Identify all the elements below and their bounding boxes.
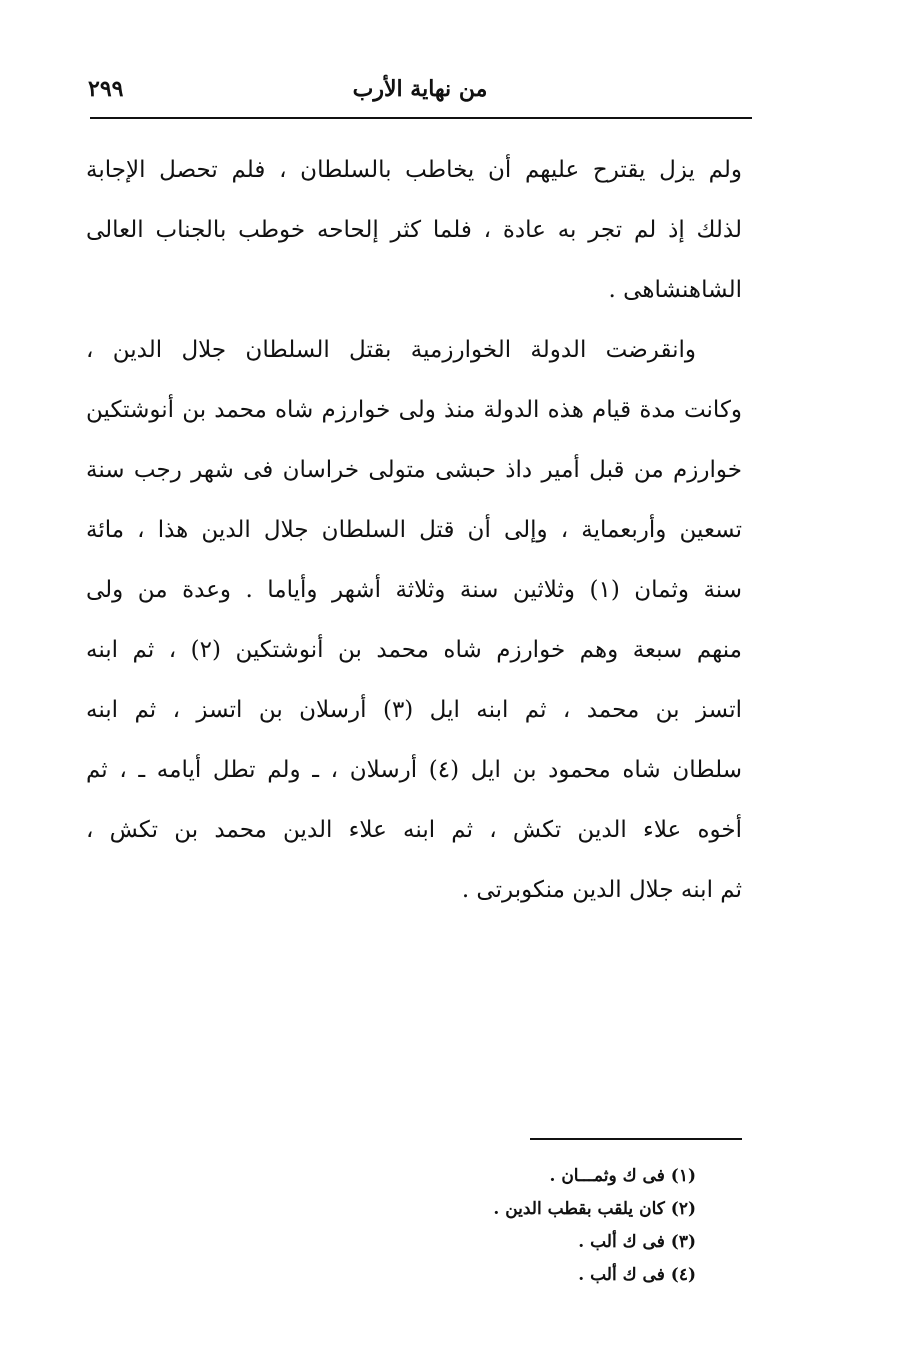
footnote: (٣) فى ك ألب . [578,1232,696,1252]
text-line: منهم سبعة وهم خوارزم شاه محمد بن أنوشتكين (٢) ، ثم ابنه [86,637,742,663]
text-line: ثم ابنه جلال الدين منكوبرتى . [461,877,742,903]
text-line: خوارزم من قبل أمير داذ حبشى متولى خراسان فى شهر رجب سنة [86,457,742,483]
footnote: (١) فى ك وثمـــان . [549,1166,696,1186]
text-line: الشاهنشاهى . [608,277,742,303]
text-line-paragraph-start: وانقرضت الدولة الخوارزمية بقتل السلطان جلال الدين ، [86,337,696,363]
text-line: سلطان شاه محمود بن ايل (٤) أرسلان ، ـ ولم تطل أيامه ـ ، ثم [86,757,742,783]
header-divider [90,117,752,119]
page-header [88,76,752,116]
text-line: وكانت مدة قيام هذه الدولة منذ ولى خوارزم شاه محمد بن أنوشتكين [86,397,742,423]
page-number: ٢٩٩ [88,76,124,102]
text-line: سنة وثمان (١) وثلاثين سنة وثلاثة أشهر وأياما . وعدة من ولى [86,577,742,603]
main-text [86,140,742,920]
footnotes [400,1160,696,1292]
text-line: لذلك إذ لم تجر به عادة ، فلما كثر إلحاحه خوطب بالجناب العالى [86,217,742,243]
text-line: أخوه علاء الدين تكش ، ثم ابنه علاء الدين محمد بن تكش ، [86,817,742,843]
footnote-divider [530,1138,742,1140]
text-line: تسعين وأربعماية ، وإلى أن قتل السلطان جلال الدين هذا ، مائة [86,517,742,543]
text-line: اتسز بن محمد ، ثم ابنه ايل (٣) أرسلان بن اتسز ، ثم ابنه [86,697,742,723]
footnote: (٤) فى ك ألب . [578,1265,696,1285]
text-line: ولم يزل يقترح عليهم أن يخاطب بالسلطان ، فلم تحصل الإجابة [86,157,742,183]
footnote: (٢) كان يلقب بقطب الدين . [493,1199,696,1219]
running-title: من نهاية الأرب [352,76,488,102]
